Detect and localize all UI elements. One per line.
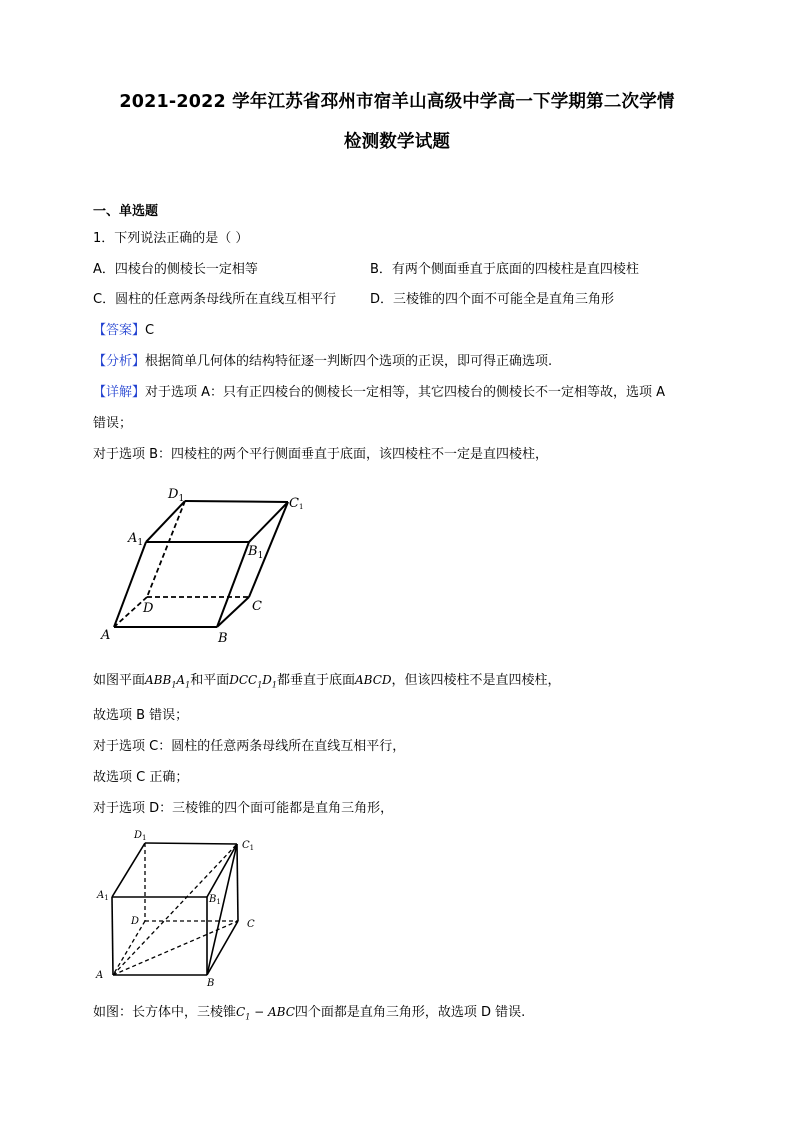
figure-oblique-prism xyxy=(95,480,315,650)
label-a: A xyxy=(96,970,104,981)
label-a: A xyxy=(101,628,111,643)
document-title-line1: 2021-2022 学年江苏省邳州市宿羊山高级中学高一下学期第二次学情 xyxy=(119,92,675,112)
math-tetrahedron: $C_1$ − ABC xyxy=(236,1005,295,1022)
detail-tag: 【详解】 xyxy=(93,385,146,400)
label-b1: $B_1$ xyxy=(209,894,221,906)
math-plane-dcc1d1: $DCC_1D_1$ xyxy=(229,673,277,690)
math-plane-abb1a1: $ABB_1A_1$ xyxy=(145,673,191,690)
answer-tag: 【答案】 xyxy=(93,323,146,338)
detail-text: 对于选项 A：只有正四棱台的侧棱长一定相等，其它四棱台的侧棱长不一定相等故，选项 A xyxy=(145,385,666,400)
option-text: 三棱锥的四个面不可能全是直角三角形 xyxy=(393,292,615,307)
figure-cuboid-tetrahedron xyxy=(90,820,270,990)
label-d: D xyxy=(143,601,154,616)
detail-line-9: 如图：长方体中，三棱锥$C_1$ − ABC四个面都是直角三角形，故选项 D 错误. xyxy=(93,1005,526,1022)
question-stem: 1．下列说法正确的是（ ） xyxy=(93,231,249,246)
label-c: C xyxy=(252,599,262,614)
detail-line-2: 错误； xyxy=(93,416,133,431)
label-b: B xyxy=(207,978,215,989)
document-title-line2: 检测数学试题 xyxy=(343,132,451,152)
answer-value: C xyxy=(145,323,155,338)
detail-line-8: 对于选项 D：三棱锥的四个面可能都是直角三角形， xyxy=(93,801,394,816)
analysis-line xyxy=(93,354,552,370)
option-text: 有两个侧面垂直于底面的四棱柱是直四棱柱 xyxy=(391,262,639,277)
label-d1: $D_1$ xyxy=(134,830,147,842)
label-c1: $C_1$ xyxy=(242,840,255,852)
label-c1: C1 xyxy=(289,496,304,511)
label-b1: $B_1$ xyxy=(248,544,264,561)
analysis-text: 根据简单几何体的结构特征逐一判断四个选项的正误，即可得正确选项. xyxy=(145,354,553,369)
label-b: B xyxy=(218,631,228,646)
detail-line-5: 故选项 B 错误； xyxy=(93,708,189,723)
analysis-tag: 【分析】 xyxy=(93,354,146,369)
option-text: 圆柱的任意两条母线所在直线互相平行 xyxy=(115,292,337,307)
label-a1: $A_1$ xyxy=(97,890,109,902)
option-a xyxy=(93,262,258,278)
option-label: A． xyxy=(93,262,115,277)
label-c: C xyxy=(247,919,255,930)
detail-line-6: 对于选项 C：圆柱的任意两条母线所在直线互相平行， xyxy=(93,739,406,754)
detail-line-4: 如图平面$ABB_1A_1$和平面$DCC_1D_1$都垂直于底面ABCD，但该四棱柱不是直四棱柱， xyxy=(93,673,561,690)
option-text: 四棱台的侧棱长一定相等 xyxy=(114,262,258,277)
option-label: C． xyxy=(93,292,116,307)
option-c xyxy=(93,292,336,308)
detail-line-3: 对于选项 B：四棱柱的两个平行侧面垂直于底面，该四棱柱不一定是直四棱柱， xyxy=(93,447,549,462)
option-b xyxy=(370,262,639,278)
detail-line-7: 故选项 C 正确； xyxy=(93,770,189,785)
label-d1: $D_1$ xyxy=(168,487,185,504)
option-d xyxy=(370,292,614,308)
option-label: B． xyxy=(370,262,392,277)
math-plane-abcd: ABCD xyxy=(355,673,392,687)
answer-line xyxy=(93,323,154,339)
label-a1: $A_1$ xyxy=(128,531,144,548)
option-label: D． xyxy=(370,292,394,307)
label-d: D xyxy=(131,916,140,927)
section-heading: 一、单选题 xyxy=(93,204,159,219)
detail-line-1 xyxy=(93,385,665,401)
